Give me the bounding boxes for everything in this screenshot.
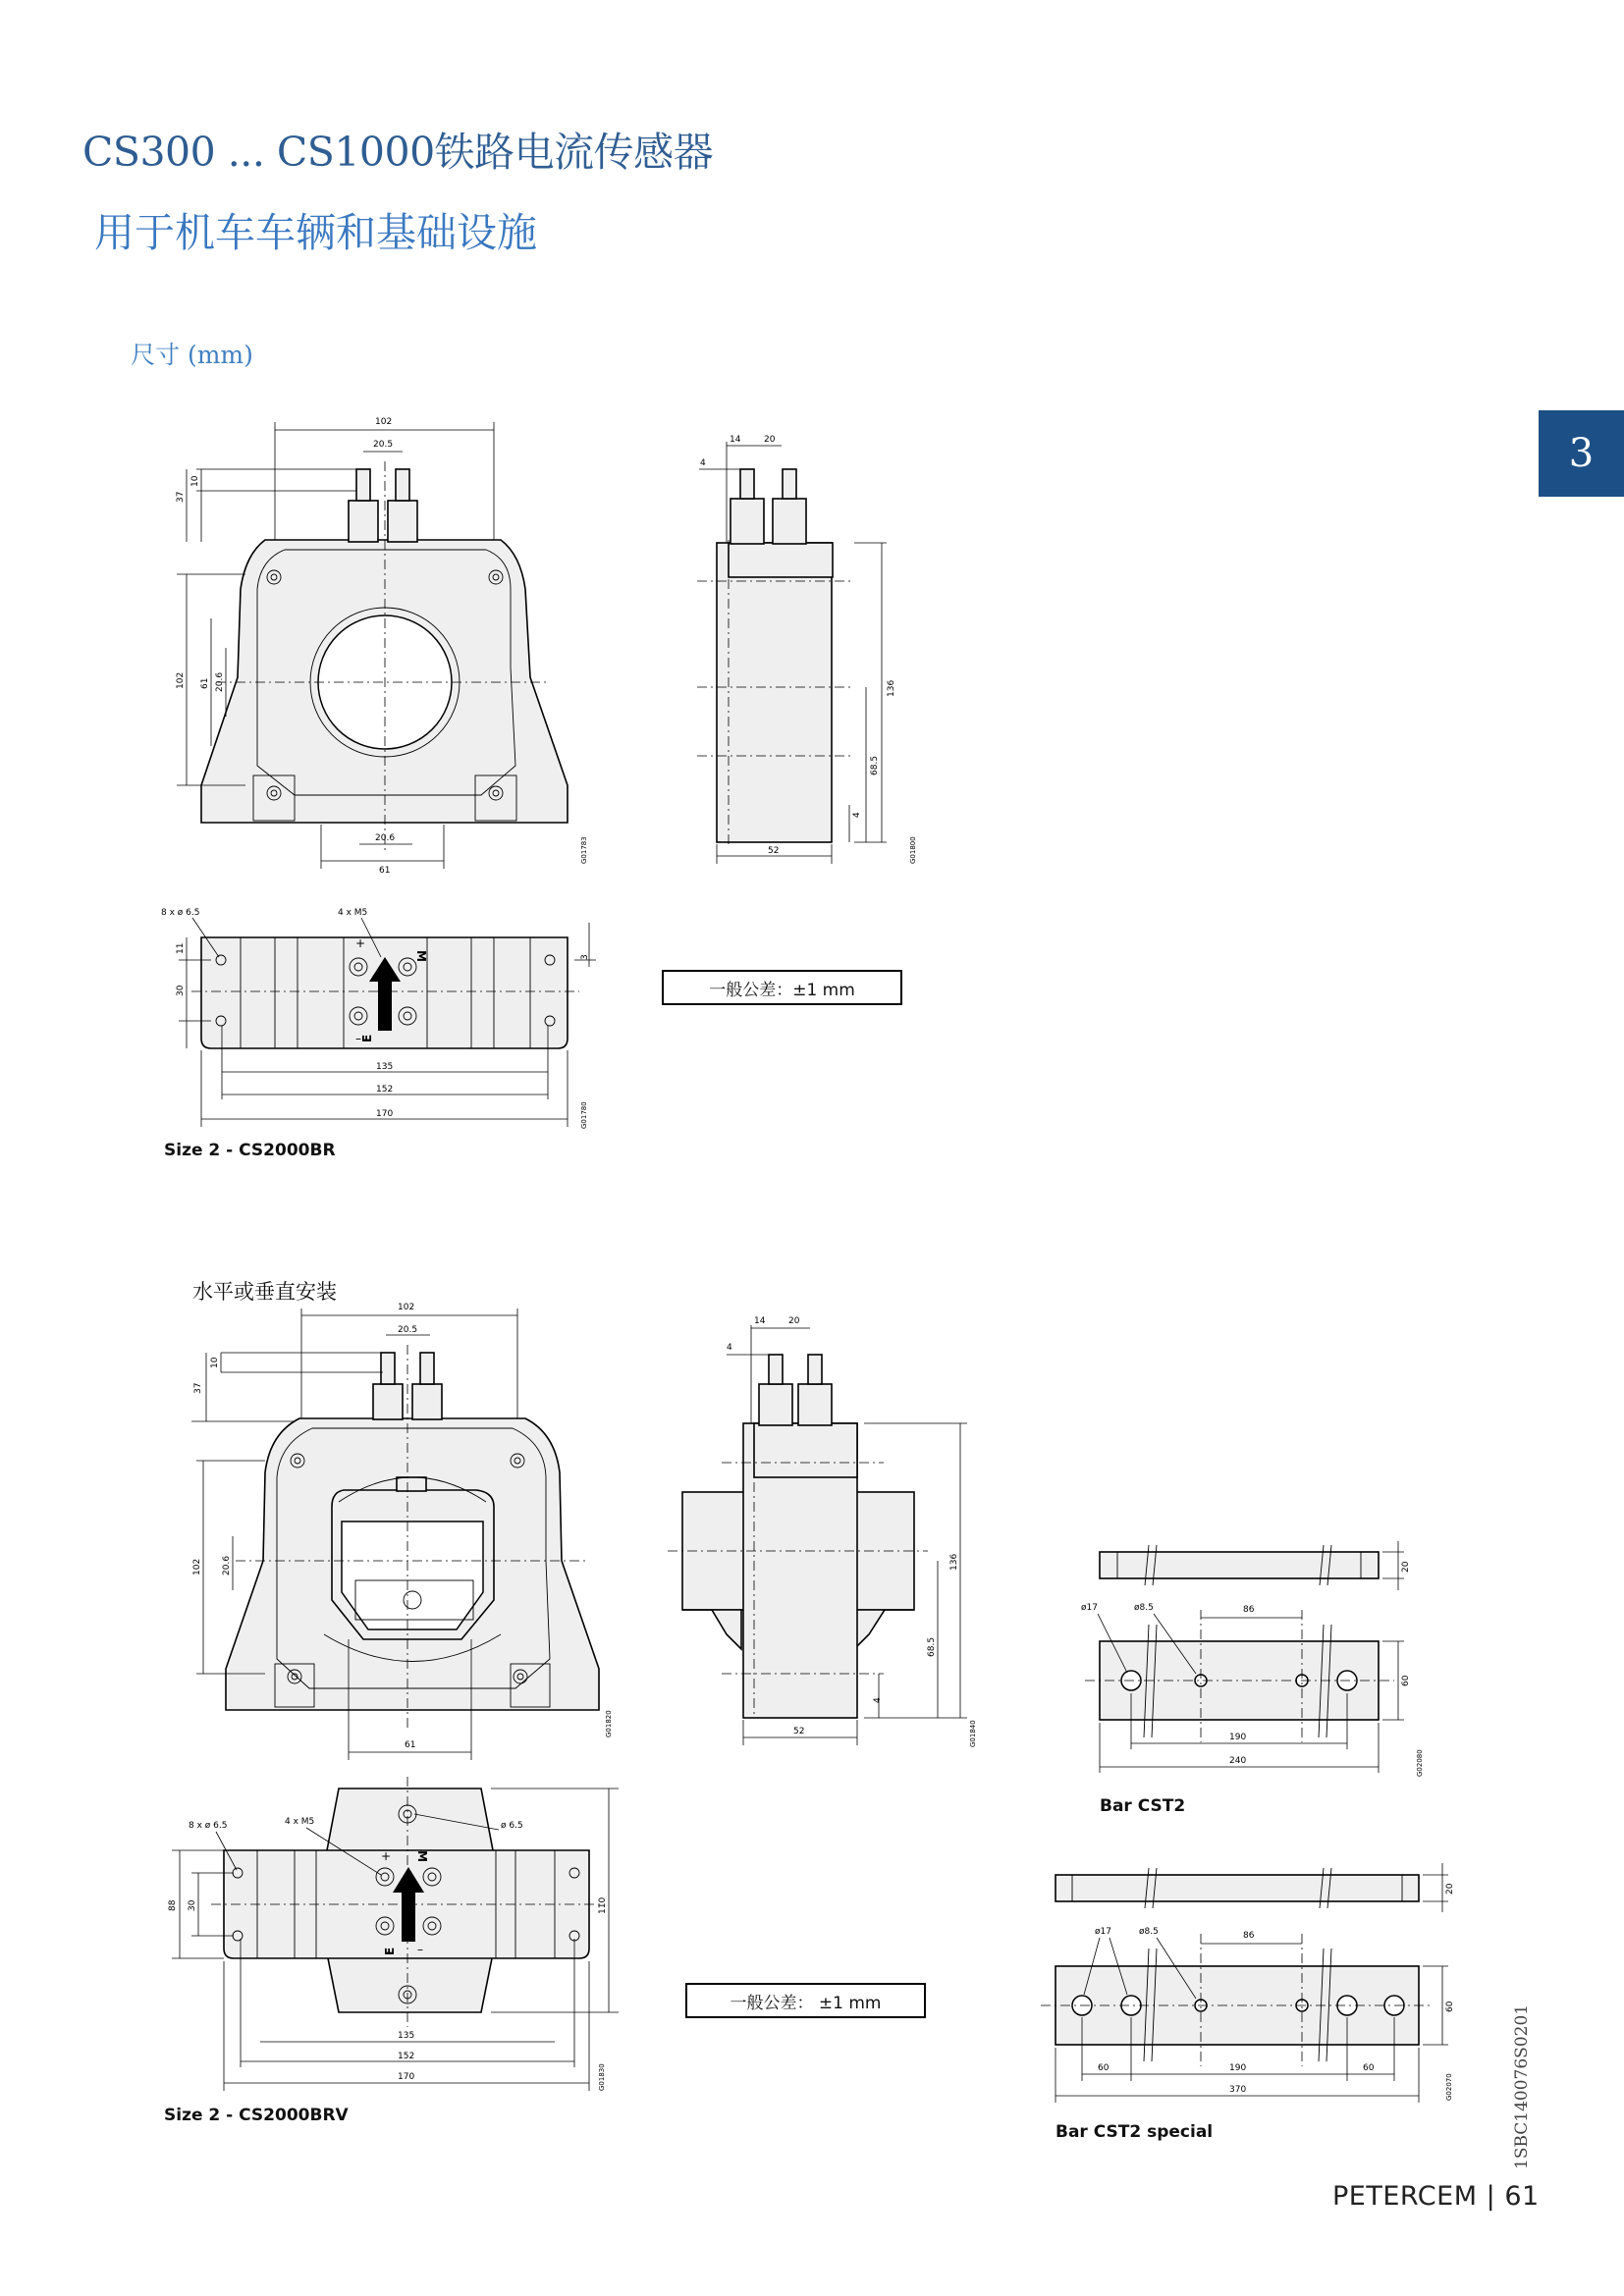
top-bottom-view xyxy=(161,908,596,1129)
drawing-code: G01780 xyxy=(580,1101,588,1129)
dim-label: 4 xyxy=(873,1697,883,1703)
drawing-code: G01840 xyxy=(969,1720,977,1747)
dim-label: 60 xyxy=(1098,2063,1110,2073)
footer-page-number: 61 xyxy=(1504,2181,1540,2212)
dim-label: 14 xyxy=(730,435,741,445)
dim-label: 86 xyxy=(1243,1931,1255,1941)
dim-label: 20.6 xyxy=(375,833,396,843)
dim-label: 190 xyxy=(1229,2063,1247,2073)
dim-label: 37 xyxy=(176,491,186,503)
page-title: CS300 ... CS1000铁路电流传感器 xyxy=(82,129,714,176)
dim-label: 20 xyxy=(764,435,776,445)
dim-label: 14 xyxy=(754,1316,766,1326)
dim-label: 20 xyxy=(1445,1883,1455,1895)
terminal-minus: – xyxy=(417,1943,423,1956)
dim-label: ø 6.5 xyxy=(501,1821,523,1831)
dim-label: 136 xyxy=(949,1553,959,1571)
page-footer xyxy=(1332,2181,1540,2212)
page-subtitle: 用于机车车辆和基础设施 xyxy=(94,209,537,256)
dim-label: 3 xyxy=(580,954,590,960)
footer-separator: | xyxy=(1486,2181,1496,2212)
dim-label: 20.5 xyxy=(373,440,394,450)
chapter-tab: 3 xyxy=(1539,410,1624,497)
dim-label: 20.6 xyxy=(222,1555,232,1575)
bottom-bottom-view xyxy=(168,1777,619,2091)
dimensions-heading: 尺寸 (mm) xyxy=(131,341,253,369)
dim-label: 52 xyxy=(793,1727,805,1736)
dim-label: 11 xyxy=(176,942,186,954)
dim-label: 170 xyxy=(376,1109,394,1119)
bar-cst2-special-drawing xyxy=(1041,1863,1455,2103)
dim-label: 20 xyxy=(788,1316,800,1326)
terminal-plus: + xyxy=(355,936,366,950)
dim-label: 10 xyxy=(190,475,200,487)
dim-label: 37 xyxy=(193,1382,203,1394)
dim-label: 10 xyxy=(210,1357,220,1368)
bottom-front-view xyxy=(191,1303,613,1760)
caption-cs2000br: Size 2 - CS2000BR xyxy=(164,1141,336,1160)
dim-label: 110 xyxy=(598,1896,608,1914)
dim-label: 135 xyxy=(398,2031,415,2041)
dim-label: 61 xyxy=(379,866,391,876)
dim-label: 136 xyxy=(887,679,896,697)
dim-label: 370 xyxy=(1229,2085,1247,2095)
dim-label: 102 xyxy=(192,1558,202,1575)
dim-label: 20.5 xyxy=(398,1325,418,1335)
dim-label: ø17 xyxy=(1095,1927,1111,1937)
dim-label: 190 xyxy=(1229,1733,1247,1742)
dim-label: 68.5 xyxy=(927,1636,937,1657)
dim-label: 30 xyxy=(188,1899,197,1911)
dim-label: 8 x ø 6.5 xyxy=(189,1821,228,1831)
dim-label: 20.6 xyxy=(215,671,225,692)
dim-label: 4 x M5 xyxy=(285,1817,315,1827)
drawing-code: G02080 xyxy=(1416,1749,1424,1777)
dim-label: 88 xyxy=(168,1899,178,1911)
dim-label: 60 xyxy=(1363,2063,1375,2073)
mounting-note: 水平或垂直安装 xyxy=(192,1280,337,1304)
dim-label: 135 xyxy=(376,1062,394,1072)
dim-label: 4 xyxy=(852,812,862,818)
dim-label: 152 xyxy=(398,2052,415,2061)
top-side-view xyxy=(697,435,917,864)
dim-label: 20 xyxy=(1401,1561,1411,1573)
terminal-minus: – xyxy=(355,1032,361,1045)
terminal-e: E xyxy=(383,1947,397,1955)
dim-label: 60 xyxy=(1445,2001,1455,2012)
dim-label: 8 x ø 6.5 xyxy=(161,908,200,918)
general-tolerance-box xyxy=(662,970,902,1005)
bottom-side-view xyxy=(668,1316,977,1747)
dim-label: 4 xyxy=(727,1343,732,1353)
terminal-m: M xyxy=(415,1850,429,1862)
bar-cst2-drawing xyxy=(1081,1541,1424,1777)
dim-label: 102 xyxy=(398,1303,415,1312)
caption-bar-cst2: Bar CST2 xyxy=(1100,1796,1186,1816)
drawing-code: G01820 xyxy=(605,1710,613,1737)
terminal-e: E xyxy=(360,1034,374,1042)
drawing-code: G01783 xyxy=(580,836,588,864)
tolerance-text: 一般公差：±1 mm xyxy=(709,980,855,1000)
dim-label: ø17 xyxy=(1081,1603,1098,1613)
dim-label: 61 xyxy=(405,1740,416,1750)
dim-label: 4 x M5 xyxy=(338,908,368,918)
dim-label: 60 xyxy=(1401,1675,1411,1686)
dim-label: 61 xyxy=(200,677,210,689)
dim-label: 86 xyxy=(1243,1605,1255,1615)
dim-label: 240 xyxy=(1229,1756,1247,1766)
caption-bar-cst2-special: Bar CST2 special xyxy=(1056,2122,1214,2142)
dim-label: ø8.5 xyxy=(1134,1603,1154,1613)
terminal-m: M xyxy=(414,950,428,962)
dim-label: 170 xyxy=(398,2072,415,2082)
document-id: 1SBC140076S0201 xyxy=(1512,2003,1532,2169)
dim-label: 152 xyxy=(376,1085,394,1095)
drawing-code: G02070 xyxy=(1445,2073,1453,2101)
drawing-code: G01830 xyxy=(598,2063,606,2091)
dim-label: 102 xyxy=(176,671,186,689)
terminal-plus: + xyxy=(381,1849,392,1863)
dim-label: ø8.5 xyxy=(1139,1927,1159,1937)
caption-cs2000brv: Size 2 - CS2000BRV xyxy=(164,2106,349,2125)
general-tolerance-box xyxy=(685,1983,926,2018)
dim-label: 102 xyxy=(375,417,393,427)
dim-label: 4 xyxy=(700,458,706,468)
dim-label: 68.5 xyxy=(870,755,880,775)
drawing-code: G01800 xyxy=(909,836,917,864)
tolerance-text: 一般公差： ±1 mm xyxy=(730,1993,882,2013)
dim-label: 30 xyxy=(176,985,186,996)
top-front-view xyxy=(176,417,588,876)
footer-brand: PETERCEM xyxy=(1332,2181,1478,2212)
dim-label: 52 xyxy=(768,846,780,856)
